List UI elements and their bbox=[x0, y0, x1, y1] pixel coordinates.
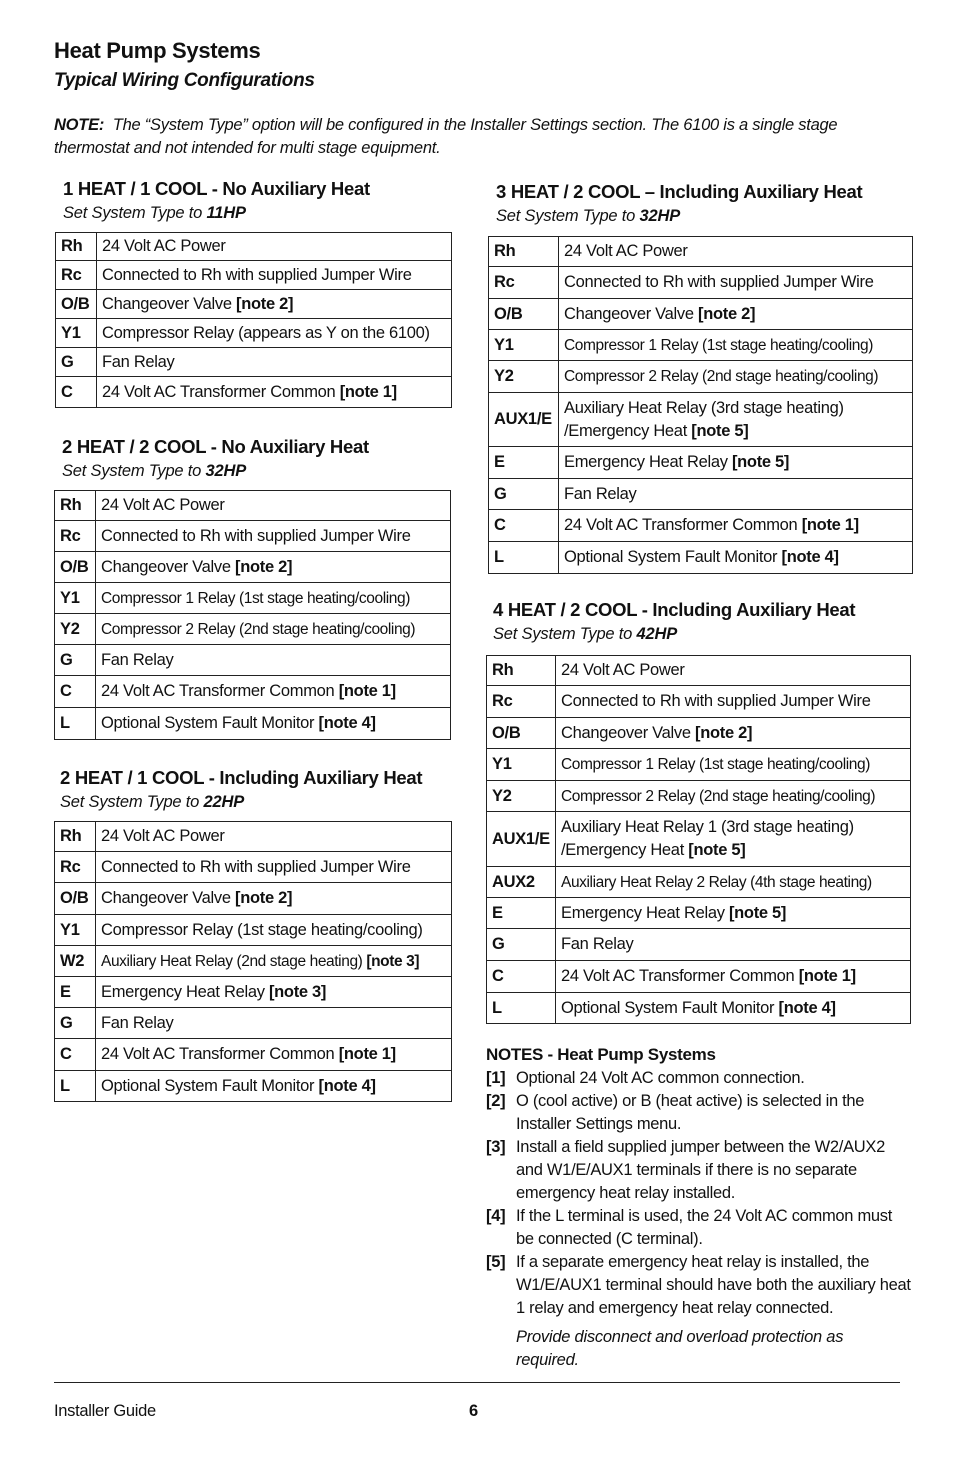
description-cell: Emergency Heat Relay [note 3] bbox=[96, 977, 452, 1008]
terminal-cell: G bbox=[56, 348, 97, 377]
terminal-cell: Y1 bbox=[55, 915, 96, 946]
terminal-cell: L bbox=[55, 1071, 96, 1102]
section-3heat-2cool-aux bbox=[488, 179, 913, 574]
wiring-table bbox=[54, 490, 451, 740]
table-row bbox=[489, 447, 913, 479]
table-row bbox=[487, 812, 911, 867]
table-row bbox=[489, 510, 913, 542]
table-row bbox=[487, 749, 911, 781]
terminal-cell: Y2 bbox=[55, 614, 96, 645]
description-cell: Auxiliary Heat Relay 2 Relay (4th stage heating) bbox=[556, 867, 911, 898]
wiring-table bbox=[488, 236, 913, 574]
description-cell: Auxiliary Heat Relay (3rd stage heating) /Emergency Heat [note 5] bbox=[559, 393, 913, 447]
terminal-cell: C bbox=[55, 676, 96, 708]
section-2heat-1cool-aux bbox=[52, 765, 452, 1102]
terminal-cell: Rc bbox=[55, 852, 96, 883]
table-row bbox=[489, 299, 913, 330]
table-row bbox=[489, 393, 913, 447]
description-cell: Changeover Valve [note 2] bbox=[97, 290, 452, 319]
terminal-cell: O/B bbox=[55, 552, 96, 583]
description-cell: Compressor Relay (appears as Y on the 6100) bbox=[97, 319, 452, 348]
terminal-cell: Y2 bbox=[489, 361, 559, 393]
table-row bbox=[487, 686, 911, 718]
terminal-cell: O/B bbox=[489, 299, 559, 330]
description-cell: Fan Relay bbox=[556, 929, 911, 961]
table-row bbox=[55, 645, 451, 676]
table-row bbox=[56, 290, 452, 319]
terminal-cell: L bbox=[489, 542, 559, 574]
section-title: 2 HEAT / 2 COOL - No Auxiliary Heat bbox=[62, 436, 369, 457]
table-row bbox=[489, 330, 913, 361]
notes-block bbox=[486, 1043, 911, 1372]
description-cell: Compressor 2 Relay (2nd stage heating/cooling) bbox=[556, 781, 911, 812]
section-4heat-2cool-aux bbox=[485, 597, 911, 1024]
table-row bbox=[489, 237, 913, 267]
description-cell: Optional System Fault Monitor [note 4] bbox=[556, 993, 911, 1024]
table-row bbox=[487, 781, 911, 812]
terminal-cell: E bbox=[55, 977, 96, 1008]
note-item: [4] If the L terminal is used, the 24 Volt AC common must be connected (C terminal). bbox=[486, 1207, 893, 1248]
note-item: [5] If a separate emergency heat relay is installed, the W1/E/AUX1 terminal should have both the auxiliary heat 1 relay and emergency heat relay connected. bbox=[486, 1253, 911, 1317]
terminal-cell: O/B bbox=[55, 883, 96, 915]
terminal-cell: Rh bbox=[55, 491, 96, 521]
table-row bbox=[56, 233, 452, 261]
description-cell: Emergency Heat Relay [note 5] bbox=[556, 898, 911, 929]
system-type-value: 42HP bbox=[636, 625, 678, 643]
terminal-cell: Rh bbox=[55, 822, 96, 852]
terminal-cell: G bbox=[55, 645, 96, 676]
terminal-cell: W2 bbox=[55, 946, 96, 977]
description-cell: 24 Volt AC Transformer Common [note 1] bbox=[559, 510, 913, 542]
protection-note: Provide disconnect and overload protection as required. bbox=[516, 1328, 844, 1369]
description-cell: Changeover Valve [note 2] bbox=[559, 299, 913, 330]
table-row bbox=[55, 491, 451, 521]
table-row bbox=[487, 656, 911, 686]
table-row bbox=[56, 348, 452, 377]
note-text: The “System Type” option will be configured in the Installer Settings section. The 6100 is a single stage thermostat and not intended for multi stage equipment. bbox=[54, 116, 838, 157]
terminal-cell: E bbox=[487, 898, 556, 929]
table-row bbox=[489, 479, 913, 510]
table-row bbox=[55, 852, 452, 883]
table-row bbox=[55, 1071, 452, 1102]
terminal-cell: Rc bbox=[55, 521, 96, 552]
intro-note bbox=[54, 114, 904, 160]
description-cell: Compressor 1 Relay (1st stage heating/cooling) bbox=[96, 583, 451, 614]
description-cell: 24 Volt AC Transformer Common [note 1] bbox=[556, 961, 911, 993]
terminal-cell: Rc bbox=[487, 686, 556, 718]
terminal-cell: Y1 bbox=[55, 583, 96, 614]
system-type-line: Set System Type to 22HP bbox=[60, 793, 245, 811]
section-title: 3 HEAT / 2 COOL – Including Auxiliary Heat bbox=[496, 181, 863, 202]
description-cell: 24 Volt AC Power bbox=[559, 237, 913, 267]
description-cell: Changeover Valve [note 2] bbox=[556, 718, 911, 749]
table-row bbox=[55, 1039, 452, 1071]
page-title: Heat Pump Systems bbox=[54, 38, 261, 63]
page-number: 6 bbox=[469, 1402, 479, 1420]
table-row bbox=[487, 993, 911, 1024]
section-title: 4 HEAT / 2 COOL - Including Auxiliary Heat bbox=[493, 599, 856, 620]
terminal-cell: C bbox=[56, 377, 97, 408]
note-label: NOTE: bbox=[54, 116, 105, 134]
table-row bbox=[487, 929, 911, 961]
footer-divider bbox=[54, 1382, 900, 1383]
description-cell: 24 Volt AC Power bbox=[556, 656, 911, 686]
note-item: [2] O (cool active) or B (heat active) is selected in the Installer Settings menu. bbox=[486, 1092, 865, 1133]
description-cell: Fan Relay bbox=[96, 645, 451, 676]
system-type-value: 32HP bbox=[639, 207, 681, 225]
terminal-cell: G bbox=[487, 929, 556, 961]
description-cell: Fan Relay bbox=[559, 479, 913, 510]
terminal-cell: Rh bbox=[489, 237, 559, 267]
table-row bbox=[55, 946, 452, 977]
note-item: [1] Optional 24 Volt AC common connection. bbox=[486, 1069, 805, 1087]
table-row bbox=[55, 1008, 452, 1039]
table-row bbox=[56, 261, 452, 290]
table-row bbox=[55, 977, 452, 1008]
terminal-cell: AUX2 bbox=[487, 867, 556, 898]
table-row bbox=[55, 614, 451, 645]
table-row bbox=[55, 552, 451, 583]
table-row bbox=[487, 867, 911, 898]
description-cell: Optional System Fault Monitor [note 4] bbox=[559, 542, 913, 574]
table-row bbox=[487, 898, 911, 929]
description-cell: Changeover Valve [note 2] bbox=[96, 552, 451, 583]
section-title: 1 HEAT / 1 COOL - No Auxiliary Heat bbox=[63, 178, 370, 199]
terminal-cell: Y1 bbox=[487, 749, 556, 781]
footer-guide-name: Installer Guide bbox=[54, 1402, 156, 1420]
section-2heat-2cool bbox=[54, 434, 451, 740]
page-subtitle: Typical Wiring Configurations bbox=[54, 70, 315, 91]
description-cell: 24 Volt AC Power bbox=[96, 491, 451, 521]
terminal-cell: O/B bbox=[487, 718, 556, 749]
table-row bbox=[56, 319, 452, 348]
terminal-cell: C bbox=[487, 961, 556, 993]
terminal-cell: Rh bbox=[56, 233, 97, 261]
section-title: 2 HEAT / 1 COOL - Including Auxiliary Heat bbox=[60, 767, 423, 788]
description-cell: 24 Volt AC Transformer Common [note 1] bbox=[96, 676, 451, 708]
wiring-table bbox=[54, 821, 452, 1102]
terminal-cell: Rc bbox=[56, 261, 97, 290]
terminal-cell: L bbox=[55, 708, 96, 740]
description-cell: Compressor 2 Relay (2nd stage heating/cooling) bbox=[96, 614, 451, 645]
terminal-cell: AUX1/E bbox=[487, 812, 556, 867]
table-row bbox=[489, 542, 913, 574]
terminal-cell: Rh bbox=[487, 656, 556, 686]
terminal-cell: G bbox=[55, 1008, 96, 1039]
description-cell: Compressor 2 Relay (2nd stage heating/cooling) bbox=[559, 361, 913, 393]
description-cell: Compressor 1 Relay (1st stage heating/cooling) bbox=[559, 330, 913, 361]
description-cell: 24 Volt AC Power bbox=[96, 822, 452, 852]
wiring-table bbox=[486, 655, 911, 1024]
table-row bbox=[55, 521, 451, 552]
description-cell: Connected to Rh with supplied Jumper Wire bbox=[96, 521, 451, 552]
system-type-line: Set System Type to 11HP bbox=[63, 204, 246, 222]
system-type-line: Set System Type to 42HP bbox=[493, 625, 678, 643]
table-row bbox=[55, 583, 451, 614]
description-cell: Optional System Fault Monitor [note 4] bbox=[96, 708, 451, 740]
description-cell: Compressor 1 Relay (1st stage heating/cooling) bbox=[556, 749, 911, 781]
description-cell: 24 Volt AC Power bbox=[97, 233, 452, 261]
description-cell: Auxiliary Heat Relay (2nd stage heating) [note 3] bbox=[96, 946, 452, 977]
terminal-cell: C bbox=[55, 1039, 96, 1071]
description-cell: Optional System Fault Monitor [note 4] bbox=[96, 1071, 452, 1102]
description-cell: Connected to Rh with supplied Jumper Wire bbox=[559, 267, 913, 299]
description-cell: Auxiliary Heat Relay 1 (3rd stage heating) /Emergency Heat [note 5] bbox=[556, 812, 911, 867]
table-row bbox=[489, 267, 913, 299]
table-row bbox=[487, 961, 911, 993]
description-cell: Emergency Heat Relay [note 5] bbox=[559, 447, 913, 479]
terminal-cell: Y1 bbox=[56, 319, 97, 348]
terminal-cell: O/B bbox=[56, 290, 97, 319]
description-cell: Connected to Rh with supplied Jumper Wire bbox=[97, 261, 452, 290]
description-cell: Changeover Valve [note 2] bbox=[96, 883, 452, 915]
table-row bbox=[55, 822, 452, 852]
description-cell: 24 Volt AC Transformer Common [note 1] bbox=[96, 1039, 452, 1071]
table-row bbox=[55, 708, 451, 740]
wiring-table bbox=[55, 232, 452, 408]
description-cell: Connected to Rh with supplied Jumper Wire bbox=[96, 852, 452, 883]
terminal-cell: Y2 bbox=[487, 781, 556, 812]
terminal-cell: Rc bbox=[489, 267, 559, 299]
system-type-value: 11HP bbox=[206, 204, 246, 222]
terminal-cell: G bbox=[489, 479, 559, 510]
terminal-cell: Y1 bbox=[489, 330, 559, 361]
terminal-cell: L bbox=[487, 993, 556, 1024]
system-type-line: Set System Type to 32HP bbox=[62, 462, 247, 480]
terminal-cell: C bbox=[489, 510, 559, 542]
system-type-value: 22HP bbox=[203, 793, 245, 811]
system-type-line: Set System Type to 32HP bbox=[496, 207, 681, 225]
notes-heading: NOTES - Heat Pump Systems bbox=[486, 1045, 716, 1064]
table-row bbox=[55, 915, 452, 946]
description-cell: Fan Relay bbox=[96, 1008, 452, 1039]
table-row bbox=[55, 883, 452, 915]
system-type-value: 32HP bbox=[205, 462, 247, 480]
section-1heat-1cool bbox=[55, 176, 452, 408]
description-cell: 24 Volt AC Transformer Common [note 1] bbox=[97, 377, 452, 408]
table-row bbox=[56, 377, 452, 408]
note-item: [3] Install a field supplied jumper between the W2/AUX2 and W1/E/AUX1 terminals if there is no separate emergency heat relay installed. bbox=[486, 1138, 885, 1202]
terminal-cell: E bbox=[489, 447, 559, 479]
terminal-cell: AUX1/E bbox=[489, 393, 559, 447]
description-cell: Fan Relay bbox=[97, 348, 452, 377]
table-row bbox=[489, 361, 913, 393]
description-cell: Compressor Relay (1st stage heating/cooling) bbox=[96, 915, 452, 946]
table-row bbox=[55, 676, 451, 708]
table-row bbox=[487, 718, 911, 749]
description-cell: Connected to Rh with supplied Jumper Wire bbox=[556, 686, 911, 718]
